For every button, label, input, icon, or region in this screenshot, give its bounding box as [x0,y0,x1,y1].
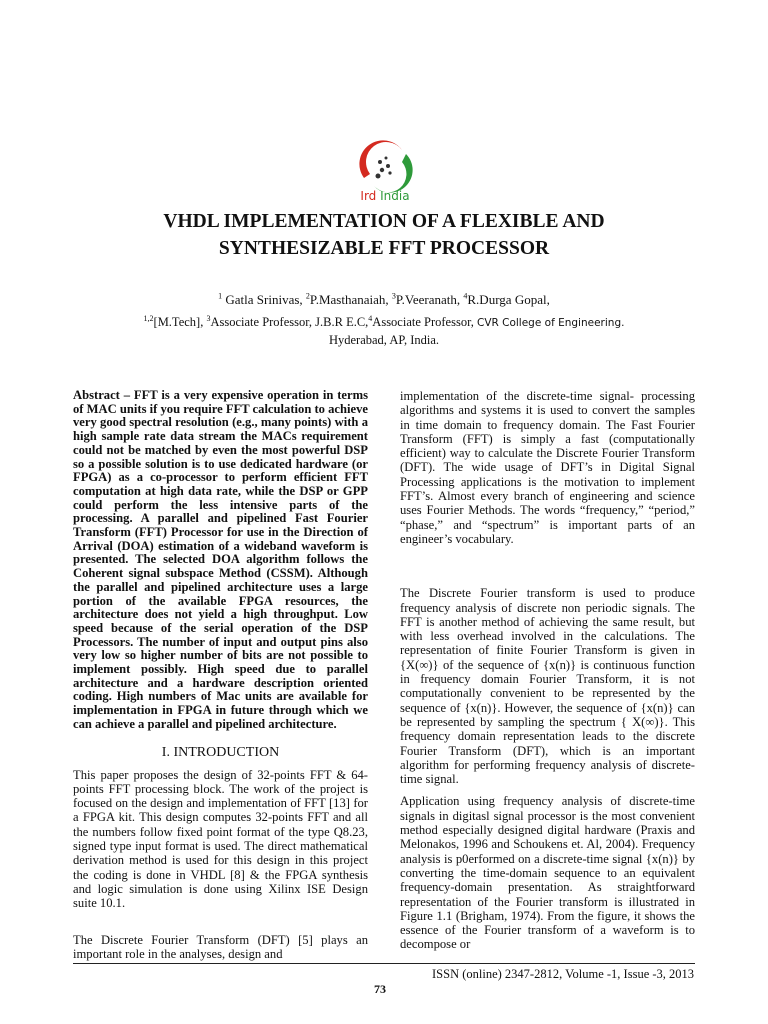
affil-text: Associate Professor, [372,315,477,329]
two-column-body [73,389,695,961]
right-paragraph-1: implementation of the discrete-time signal- processing algorithms and systems it is used to convert the samples in time domain to frequency domain. The Fast Fourier Transform (FFT) is simply a fast (computationally efficient) way to calculate the Discrete Fourier Transform (DFT). The wide usage of DFT’s in Digital Signal Processing applications is the motivation to implement FFT’s. Almost every branch of engineering and science uses Fourier Methods. The words “frequency,” “period,” “phase,” and “spectrum” is important parts of an engineer’s vocabulary. [400,389,695,546]
right-paragraph-2: The Discrete Fourier transform is used to produce frequency analysis of discrete non periodic signals. The FFT is another method of achieving the same result, but with less overhead involved in the calculations. The representation of finite Fourier Transform is given in {X(∞)} of the sequence of {x(n)} is continuous function in frequency domain Fourier Transform, it is not computationally convenient to be represented by the sequence of {x(n)}. However, the sequence of {x(n)} can be represented by sampling the spectrum { X(∞)}. This frequency domain representation leads to the discrete Fourier Transform (DFT), which is an important algorithm for performing frequency analysis of discrete-time signal. [400,586,695,787]
author-name: P.Veeranath, [395,292,464,307]
right-paragraph-3: Application using frequency analysis of discrete-time signals in digitasl signal processor is the most convenient method especially designed digital hardware (Praxis and Melonakos, 1996 and Schoukens et. Al, 2004). Frequency analysis is p0erformed on a discrete-time signal {x(n)} by converting the time-domain sequence to an equivalent frequency-domain presentation. As straightforward representation of the Fourier transform is illustrated in Figure 1.1 (Brigham, 1974). From the figure, it shows the essence of the Fourier transform of a waveform is to decompose or [400,794,695,952]
abstract: Abstract – FFT is a very expensive operation in terms of MAC units if you require FFT calculation to achieve very good spectral resolution (e.g., many points) with a high sample rate data stream the MACs requirement could not be matched by even the most powerful DSP so a possible solution is to use dedicated hardware (or FPGA) as a co-processor to perform efficient FFT computation at high data rate, while the DSP or GPP could perform the less intensive parts of the processing. A parallel and pipelined Fast Fourier Transform (FFT) Processor for use in the Direction of Arrival (DOA) estimation of a wideband waveform is presented. The selected DOA algorithm follows the Coherent signal subspace Method (CSSM). Although the parallel and pipelined architecture uses a large portion of the available FPGA resources, the architecture does not yield a high throughput. Low speed because of the serial operation of the DSP Processors. The number of input and output pins also very low so higher number of bits are not possible to implement possibly. High speed due to parallel architecture and a hardware description oriented coding. High numbers of Mac units are available for implementation in FPGA in future through which we can achieve a parallel and pipelined architecture. [73,388,368,731]
affiliations [60,314,708,349]
author-sup: 1 [218,291,223,301]
footer-divider [73,963,695,964]
affil-sup: 4 [368,313,373,323]
intro-paragraph-1: This paper proposes the design of 32-points FFT & 64-points FFT processing block. The work of the project is focused on the design and implementation of FFT [13] for a FPGA kit. This design computes 32-points FFT and all the numbers follow fixed point format of the type Q8.23, signed type input format is used. The direct mathematical derivation method is used for this design in this project the coding is done in VHDL [8] & the FPGA synthesis and logic simulation is done using Xilinx ISE Design suite 10.1. [73,767,368,911]
ird-india-logo [350,140,420,202]
left-column [73,389,368,961]
title-line-1: VHDL IMPLEMENTATION OF A FLEXIBLE AND [163,211,605,232]
section-heading-introduction: I. INTRODUCTION [161,744,280,760]
college-name: CVR College of Engineering. [476,317,625,329]
intro-paragraph-2: The Discrete Fourier Transform (DFT) [5] plays an important role in the analyses, design and [73,932,368,961]
page-number: 73 [374,982,386,997]
affil-sup: 1,2 [143,313,154,323]
authors [60,292,708,308]
paper-body [73,389,695,996]
affil-text: Associate Professor, J.B.R E.C, [210,315,369,329]
footer-issn: ISSN (online) 2347-2812, Volume -1, Issue -3, 2013 [432,967,695,982]
affil-text: [M.Tech], [153,315,207,329]
location: Hyderabad, AP, India. [328,333,440,347]
author-name: R.Durga Gopal, [467,292,550,307]
paper-title [60,208,708,262]
right-column [400,389,695,961]
author-name: P.Masthanaiah, [309,292,392,307]
title-line-2: SYNTHESIZABLE FFT PROCESSOR [218,238,550,259]
svg-text:Ird India: Ird India [360,189,410,202]
author-sup: 3 [391,291,396,301]
author-sup: 4 [463,291,468,301]
author-name: Gatla Srinivas, [222,292,306,307]
author-sup: 2 [305,291,310,301]
affil-sup: 3 [206,313,211,323]
